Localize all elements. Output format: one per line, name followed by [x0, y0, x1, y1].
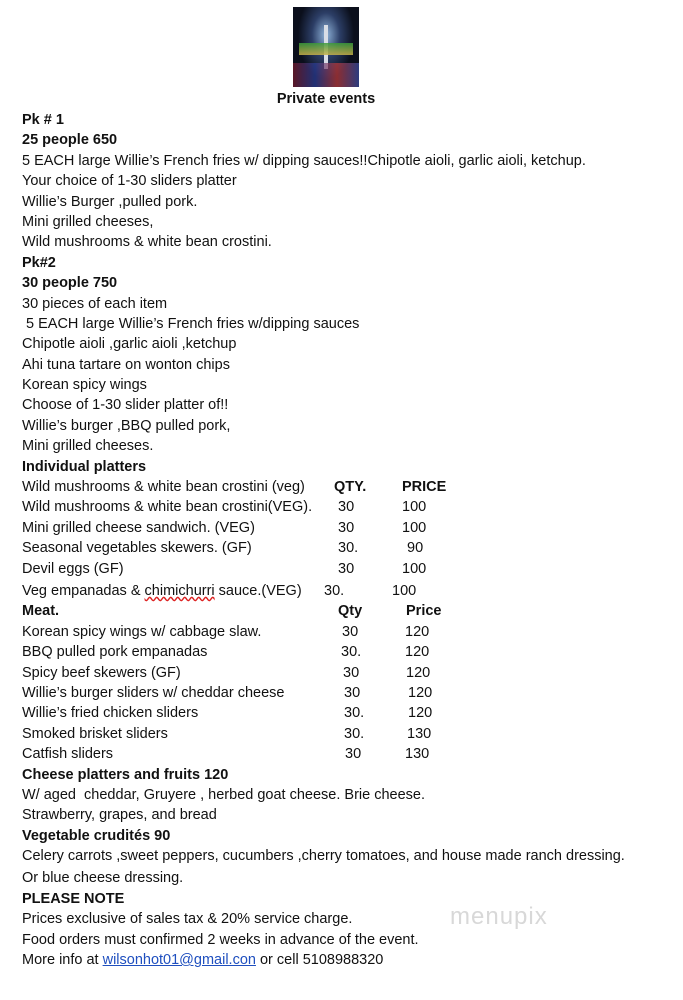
item-name: Seasonal vegetables skewers. (GF)	[22, 540, 252, 557]
item-name: Wild mushrooms & white bean crostini(VEG).	[22, 499, 313, 516]
pk1-line: Willie’s Burger ,pulled pork.	[22, 193, 198, 210]
table-row	[22, 724, 682, 744]
item-name: Devil eggs (GF)	[22, 560, 124, 577]
item-qty: 30.	[324, 582, 345, 599]
price-header: Price	[406, 603, 442, 620]
veg-line: Or blue cheese dressing.	[22, 870, 184, 887]
item-price: 120	[408, 705, 433, 722]
individual-heading: Individual platters	[22, 458, 147, 475]
item-name-part: sauce.(VEG)	[214, 582, 302, 599]
item-qty: 30	[338, 499, 355, 516]
item-name: Smoked brisket sliders	[22, 725, 168, 742]
item-price: 120	[405, 644, 430, 661]
item-qty: 30	[342, 623, 359, 640]
contact-line	[22, 950, 682, 970]
pk2-line: Chipotle aioli ,garlic aioli ,ketchup	[22, 336, 237, 353]
note-line: Prices exclusive of sales tax & 20% service charge.	[22, 911, 353, 928]
pk2-line: Choose of 1-30 slider platter of!!	[22, 397, 229, 414]
item-name: Catfish sliders	[22, 746, 114, 763]
email-link[interactable]: wilsonhot01@gmail.con	[102, 952, 256, 969]
pk2-line: Ahi tuna tartare on wonton chips	[22, 356, 230, 373]
note-line: Food orders must confirmed 2 weeks in advance of the event.	[22, 931, 419, 948]
table-row	[22, 622, 682, 642]
item-name: Korean spicy wings w/ cabbage slaw.	[22, 623, 262, 640]
pk1-line: 5 EACH large Willie’s French fries w/ dipping sauces!!Chipotle aioli, garlic aioli, ketchup.	[22, 152, 586, 169]
watermark: menupix	[450, 903, 548, 930]
veg-heading: Vegetable crudités 90	[22, 827, 171, 844]
pk2-people: 30 people 750	[22, 275, 118, 292]
item-price: 120	[408, 684, 433, 701]
pk2-line: Mini grilled cheeses.	[22, 438, 154, 455]
qty-header: QTY.	[334, 479, 367, 496]
item-price: 100	[402, 560, 427, 577]
table-row	[22, 703, 682, 723]
pk1-line: Your choice of 1-30 sliders platter	[22, 173, 237, 190]
item-name: Spicy beef skewers (GF)	[22, 664, 181, 681]
pk1-line: Mini grilled cheeses,	[22, 213, 154, 230]
page-title: Private events	[276, 91, 376, 107]
table-row	[22, 518, 682, 538]
logo-text-band	[299, 43, 353, 55]
cheese-heading: Cheese platters and fruits 120	[22, 766, 229, 783]
individual-header-row	[22, 477, 682, 497]
table-row	[22, 538, 682, 558]
item-price: 120	[405, 623, 430, 640]
item-qty: 30	[338, 519, 355, 536]
item-price: 130	[405, 746, 430, 763]
item-name: Willie’s burger sliders w/ cheddar cheese	[22, 684, 285, 701]
item-name: BBQ pulled pork empanadas	[22, 644, 208, 661]
logo-roots	[293, 63, 359, 87]
price-header: PRICE	[402, 479, 447, 496]
pk1-line: Wild mushrooms & white bean crostini.	[22, 234, 272, 251]
item-price: 120	[406, 664, 431, 681]
qty-header: Qty	[338, 603, 363, 620]
veg-line: Celery carrots ,sweet peppers, cucumbers ,cherry tomatoes, and house made ranch dressing.	[22, 848, 625, 865]
item-name: Mini grilled cheese sandwich. (VEG)	[22, 519, 255, 536]
item-name: Wild mushrooms & white bean crostini (veg)	[22, 479, 305, 496]
cheese-line: Strawberry, grapes, and bread	[22, 807, 217, 824]
pk2-heading: Pk#2	[22, 254, 56, 271]
menu-document	[22, 110, 682, 970]
contact-prefix: More info at	[22, 952, 103, 969]
item-name-part: Veg empanadas &	[22, 582, 145, 599]
pk2-line: 5 EACH large Willie’s French fries w/dipping sauces	[22, 315, 360, 332]
table-row	[22, 559, 682, 579]
contact-phone: or cell 5108988320	[255, 952, 384, 969]
item-qty: 30	[345, 746, 362, 763]
item-price: 130	[407, 725, 432, 742]
item-price: 100	[392, 582, 417, 599]
item-qty: 30.	[344, 705, 365, 722]
note-heading: PLEASE NOTE	[22, 890, 125, 907]
item-qty: 30	[343, 664, 360, 681]
table-row	[22, 642, 682, 662]
cheese-line: W/ aged cheddar, Gruyere , herbed goat cheese. Brie cheese.	[22, 786, 426, 803]
item-price: 100	[402, 499, 427, 516]
item-qty: 30	[338, 560, 355, 577]
pk2-line: Willie’s burger ,BBQ pulled pork,	[22, 417, 231, 434]
table-row	[22, 663, 682, 683]
table-row	[22, 581, 682, 601]
item-price: 90	[407, 540, 424, 557]
item-name: Willie’s fried chicken sliders	[22, 705, 199, 722]
item-price: 100	[402, 519, 427, 536]
pk1-heading: Pk # 1	[22, 112, 64, 128]
item-qty: 30.	[338, 540, 359, 557]
restaurant-logo	[293, 7, 359, 87]
item-qty: 30.	[344, 725, 365, 742]
item-qty: 30.	[341, 644, 362, 661]
table-row	[22, 497, 682, 517]
item-qty: 30	[344, 684, 361, 701]
meat-header-row	[22, 601, 682, 621]
table-row	[22, 683, 682, 703]
pk2-line: 30 pieces of each item	[22, 295, 168, 312]
meat-heading: Meat.	[22, 603, 60, 620]
item-name	[22, 583, 302, 599]
table-row	[22, 744, 682, 764]
pk1-people: 25 people 650	[22, 132, 118, 149]
spellcheck-word: chimichurri	[144, 582, 215, 599]
pk2-line: Korean spicy wings	[22, 377, 147, 394]
